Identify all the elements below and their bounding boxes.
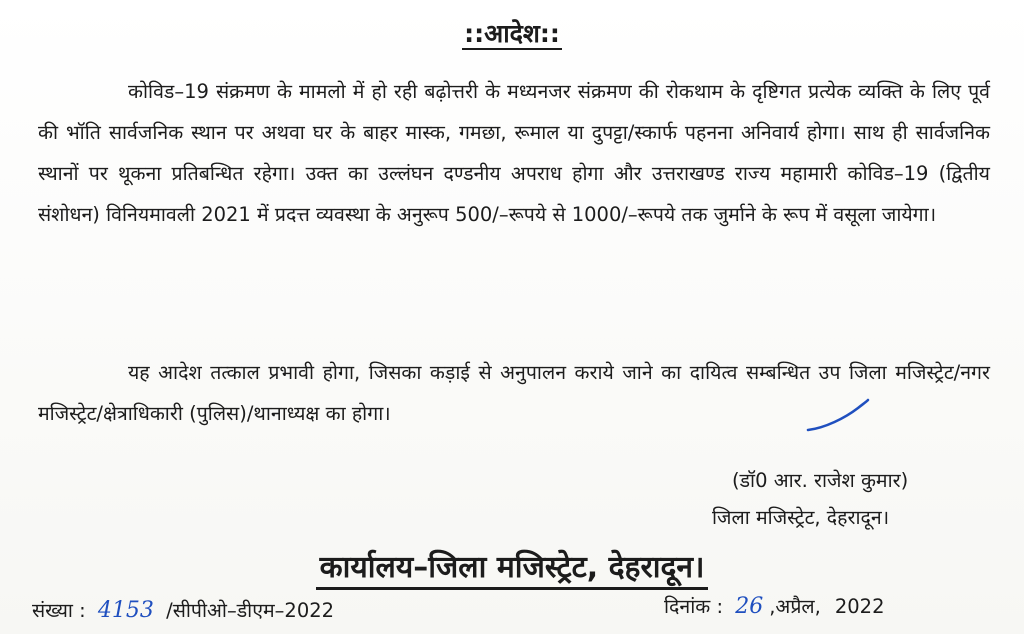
date-day-handwritten: 26 [735,594,764,619]
order-title-text: ::आदेश:: [464,19,560,48]
signature-stroke-mark [800,392,880,437]
order-paragraph-1: कोविड–19 संक्रमण के मामलो में हो रही बढ़ोत्तरी के मध्यनजर संक्रमण की रोकथाम के दृष्टिगत प्रत्येक व्यक्ति के लिए पूर्व की भॉति सार्वजनिक स्थान पर अथवा घर के बाहर मास्क, गमछा, रूमाल या दुपट्टा/स्कार्फ पहनना अनिवार्य होगा। साथ ही सार्वजनिक स्थानों पर थूकना प्रतिबन्धित रहेगा। उक्त का उल्लंघन दण्डनीय अपराध होगा और उत्तराखण्ड राज्य महामारी कोविड–19 (द्वितीय संशोधन) विनियमावली 2021 में प्रदत्त व्यवस्था के अनुरूप 500/–रूपये से 1000/–रूपये तक जुर्माने के रूप में वसूला जायेगा। [38,80,990,226]
signatory-name: (डॉ0 आर. राजेश कुमार) [732,469,909,492]
order-date [664,592,885,619]
signatory-designation: जिला मजिस्ट्रेट, देहरादून। [712,506,890,529]
office-heading [0,545,1024,586]
reference-suffix: /सीपीओ–डीएम–2022 [166,599,335,622]
order-paragraph-2: यह आदेश तत्काल प्रभावी होगा, जिसका कड़ाई से अनुपालन कराये जाने का दायित्व सम्बन्धित उप जिला मजिस्ट्रेट/नगर मजिस्ट्रेट/क्षेत्राधिकारी (पुलिस)/थानाध्यक्ष का होगा। [38,361,990,425]
date-year: 2022 [834,595,885,618]
office-heading-text: कार्यालय–जिला मजिस्ट्रेट, देहरादून। [316,550,709,590]
reference-number [32,596,334,623]
date-label: दिनांक : [664,595,724,618]
reference-label: संख्या : [32,599,86,622]
reference-number-handwritten: 4153 [97,598,154,623]
signatory-block [712,462,908,536]
date-month: ,अप्रैल, [769,595,821,618]
order-title [0,16,1024,50]
